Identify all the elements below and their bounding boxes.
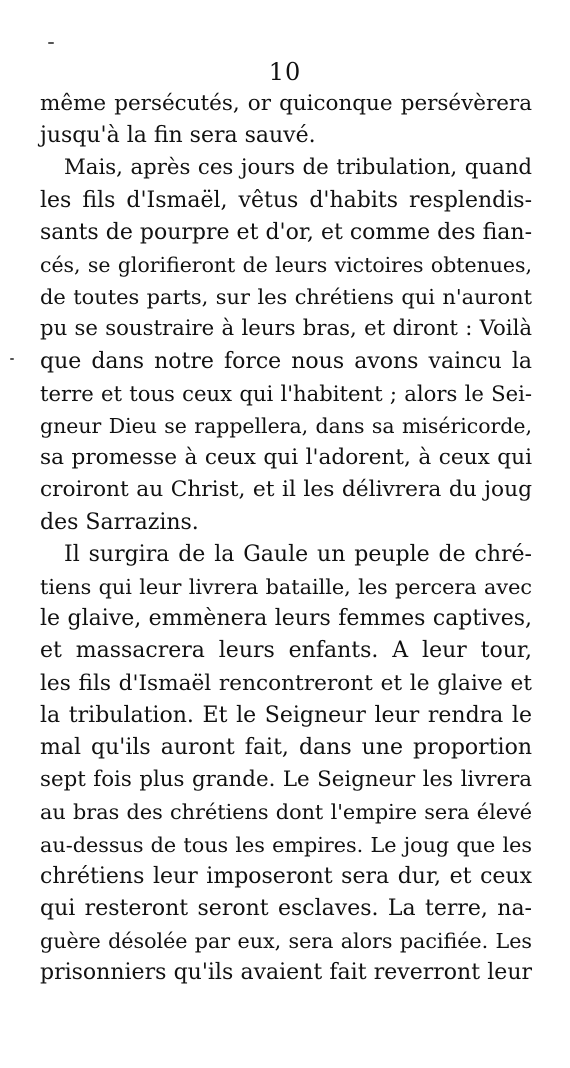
paragraph	[40, 539, 532, 990]
text-line: sept fois plus grande. Le Seigneur les livrera	[40, 767, 532, 793]
text-line: même persécutés, or quiconque persévèrera	[40, 91, 532, 116]
page-number: 10	[268, 58, 302, 86]
text-line: chrétiens leur imposeront sera dur, et ceux	[40, 863, 532, 889]
text-line: et massacrera leurs enfants. A leur tour,	[40, 638, 532, 664]
paragraph	[40, 88, 532, 152]
text-line: Mais, après ces jours de tribulation, quand	[64, 155, 532, 181]
text-line: croiront au Christ, et il les délivrera du joug	[40, 477, 532, 503]
text-line: guère désolée par eux, sera alors pacifiée. Les	[40, 929, 532, 954]
text-line: qui resteront seront esclaves. La terre, na-	[40, 896, 532, 922]
text-line: pu se soustraire à leurs bras, et diront : Voilà	[40, 316, 532, 342]
text-line: des Sarrazins.	[40, 509, 199, 535]
text-line: les fils d'Ismaël, vêtus d'habits resplendis-	[40, 187, 532, 213]
paragraph	[40, 152, 532, 538]
text-line: prisonniers qu'ils avaient fait reverront leur	[40, 960, 532, 986]
text-line: mal qu'ils auront fait, dans une proportion	[40, 735, 532, 761]
text-line: au bras des chrétiens dont l'empire sera élevé	[40, 800, 532, 825]
text-line: cés, se glorifieront de leurs victoires obtenues,	[40, 253, 532, 278]
text-line: le glaive, emmènera leurs femmes captives,	[40, 606, 532, 632]
text-line: sa promesse à ceux qui l'adorent, à ceux qui	[40, 445, 532, 471]
text-line: Il surgira de la Gaule un peuple de chré-	[64, 541, 532, 567]
text-line: sants de pourpre et d'or, et comme des fian-	[40, 219, 532, 245]
print-speck	[10, 358, 14, 360]
body-text	[40, 88, 532, 990]
text-line: que dans notre force nous avons vaincu la	[40, 348, 532, 374]
text-line: la tribulation. Et le Seigneur leur rendra le	[40, 702, 532, 728]
text-line: de toutes parts, sur les chrétiens qui n'auront	[40, 285, 532, 310]
text-line: les fils d'Ismaël rencontreront et le glaive et	[40, 670, 532, 696]
text-line: tiens qui leur livrera bataille, les percera avec	[40, 575, 532, 600]
text-line: gneur Dieu se rappellera, dans sa miséricorde,	[40, 414, 532, 439]
print-speck	[48, 42, 54, 44]
text-line: terre et tous ceux qui l'habitent ; alors le Sei-	[40, 380, 532, 406]
text-line: jusqu'à la fin sera sauvé.	[40, 123, 316, 149]
text-line: au-dessus de tous les empires. Le joug que les	[40, 832, 532, 857]
